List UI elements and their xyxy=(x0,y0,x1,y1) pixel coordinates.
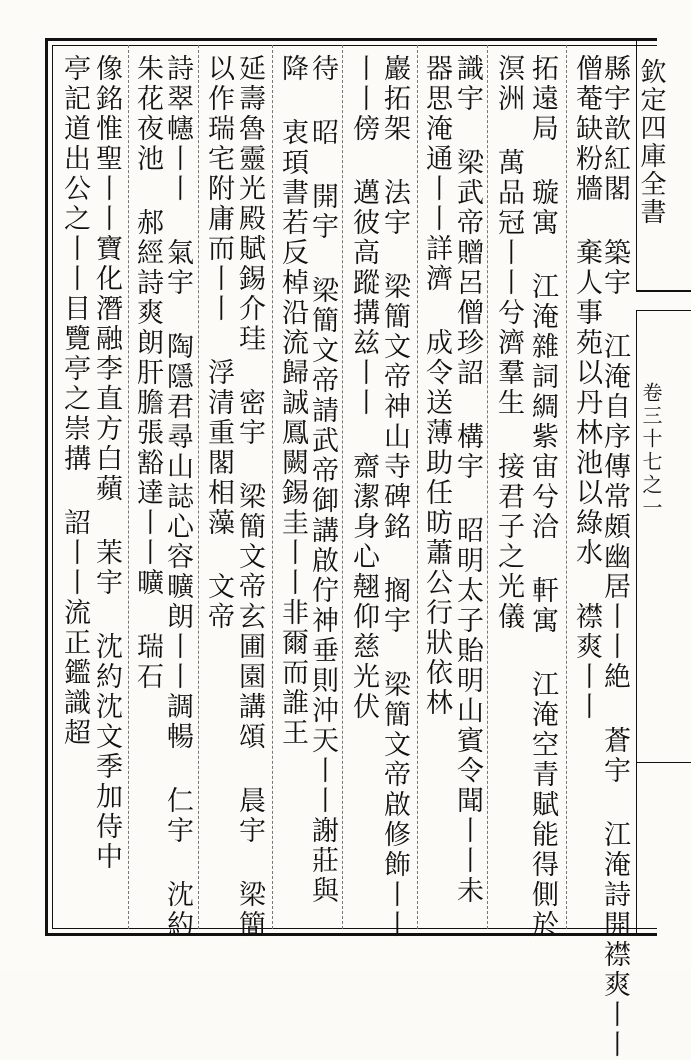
text-column: 縣宇歆紅閣 築宇 江淹自序傳常頗幽居丨丨絶 蒼宇 江淹詩開襟爽丨丨 xyxy=(599,54,630,1060)
text-column: 識宇 梁武帝贈呂僧珍詔 構宇 昭明太子貽明山賓令聞丨丨未 xyxy=(452,54,483,906)
column-rule xyxy=(487,45,488,929)
fishtail-mark-bottom xyxy=(636,762,691,766)
column-rule xyxy=(566,45,567,929)
text-column: 以作瑞宅附庸而丨丨 浮清重閣相藻 文帝 xyxy=(203,54,234,632)
column-rule xyxy=(198,45,199,929)
text-column: 亭記道出公之丨丨目覽亭之崇搆 詔丨丨流正鑑識超 xyxy=(59,54,90,748)
text-column: 溟洲 萬品冠丨丨兮濟羣生 接君子之光儀 xyxy=(493,54,524,632)
text-column: 拓遠局 璇寓 江淹雜詞綢紫宙兮洽 軒寓 江淹空青賦能得側於 xyxy=(527,54,558,940)
column-rule xyxy=(417,45,418,929)
column-rule xyxy=(342,45,343,929)
column-rule xyxy=(128,45,129,929)
column-rule xyxy=(272,45,273,929)
text-column: 待 昭 開宇 梁簡文帝請武帝御講啟佇神垂則沖天丨丨謝莊與 xyxy=(307,54,338,906)
fishtail-mark-top xyxy=(636,290,691,311)
text-column: 降 衷頊書若反棹沿流歸誠鳳闕錫圭丨丨非爾而誰王 xyxy=(277,54,308,748)
text-column: 器思淹通丨丨詳濟 成令送薄助任昉蕭公行狀依林 xyxy=(421,54,452,718)
book-title: 欽定四庫全書 xyxy=(636,58,666,226)
text-column: 朱花夜池 郝經詩爽朗肝膽張豁達丨丨曠 瑞石 xyxy=(132,54,163,692)
text-column: 詩翠幰丨丨 氣宇 陶隱君尋山誌心容曠朗丨丨調暢 仁宇 沈約 xyxy=(162,54,193,940)
text-column: 巖拓架 法宇 梁簡文帝神山寺碑銘 搁宇 梁簡文帝啟修飾丨丨 xyxy=(379,54,410,940)
volume-label: 卷三十七之一 xyxy=(639,382,663,520)
text-column: 僧菴缺粉牆 棄人事苑以丹林池以綠水 襟爽丨丨 xyxy=(571,54,602,722)
text-column: 丨丨傍 邁彼高蹤搆兹丨丨 齋潔身心翹仰慈光伏 xyxy=(348,54,379,722)
text-column: 延壽魯靈光殿賦錫介珪 密宇 梁簡文帝玄圃園講頌 晨宇 梁簡 xyxy=(234,54,265,940)
text-column: 像銘惟聖丨丨寶化潛融李直方白蘋 茉宇 沈約沈文季加侍中 xyxy=(91,54,122,872)
